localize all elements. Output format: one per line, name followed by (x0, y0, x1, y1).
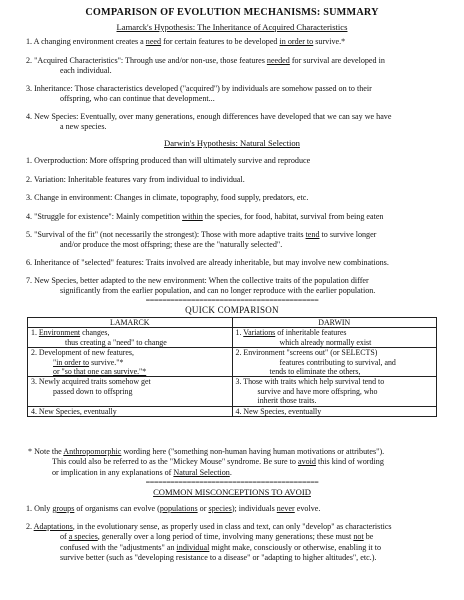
underlined-text: not (353, 532, 364, 542)
text: . (229, 467, 232, 477)
underlined-text: Environment (38, 328, 81, 338)
separator-line: ========================================== (145, 478, 319, 487)
darwin-cell (232, 406, 437, 416)
underlined-text: "in order to (53, 357, 90, 367)
text: which already normally exist (279, 337, 372, 347)
misconceptions-heading: COMMON MISCONCEPTIONS TO AVOID (153, 487, 311, 497)
text: ); individuals (231, 504, 277, 513)
underlined-text: Natural Selection (173, 467, 230, 477)
table-row (28, 328, 437, 348)
text: 4. New Species, eventually (235, 406, 322, 416)
lamarck-cell (28, 328, 233, 348)
darwin-item-4 (26, 212, 383, 222)
anthropomorphic-note (28, 447, 384, 478)
text: inherit those traits. (257, 396, 317, 406)
text: of organisms can evolve ( (74, 504, 160, 513)
text: survive.* (313, 37, 346, 46)
underlined-text: within (182, 212, 203, 221)
text: 3. Inheritance: Those characteristics developed ("acquired") by individuals are somehow passed on to their (26, 84, 372, 93)
underlined-text: species (208, 504, 232, 513)
text: this kind of wording (315, 457, 384, 467)
text: survive and have more offspring, who (257, 386, 378, 396)
underlined-text: never (276, 504, 295, 513)
text: changes, (80, 328, 110, 338)
lamarck-cell (28, 348, 233, 377)
header-lamarck: LAMARCK (28, 318, 233, 328)
table-row (28, 377, 437, 406)
text: evolve. (294, 504, 321, 513)
table-header-row (28, 318, 437, 328)
darwin-item-2: 2. Variation: Inheritable features vary from individual to individual. (26, 175, 245, 184)
text: wording here ("something non-human having human motivations or attributes"). (121, 447, 385, 456)
darwin-heading: Darwin's Hypothesis: Natural Selection (164, 138, 300, 148)
underlined-text: needed (266, 56, 290, 65)
text: a new species. (60, 122, 107, 132)
text: be (363, 532, 374, 542)
table-row (28, 348, 437, 377)
text: the species, for food, habitat, survival from being eaten (202, 212, 384, 221)
underlined-text: or "so that one can survive."* (53, 367, 147, 377)
text: might make, consciously or otherwise, enabling it to (209, 542, 382, 552)
underlined-text: Anthropomorphic (63, 447, 122, 456)
underlined-text: Variations (243, 328, 276, 338)
page-title: COMPARISON OF EVOLUTION MECHANISMS: SUMMARY (85, 7, 379, 18)
text: 4. "Struggle for existence": Mainly competition (26, 212, 183, 221)
text: to survive longer (319, 230, 377, 239)
text: , in the evolutionary sense, as properly used in class and text, can only "develop" as characteristics (72, 522, 392, 531)
text: confused with the "adjustments" an (60, 542, 177, 552)
text: tends to eliminate the others, (269, 367, 361, 377)
text: for survival are developed in (289, 56, 385, 65)
misconception-item-2 (26, 522, 392, 564)
underlined-text: need (145, 37, 162, 46)
header-darwin: DARWIN (232, 318, 437, 328)
lamarck-item-3 (26, 84, 372, 105)
text: offspring, who can continue that development... (60, 94, 215, 104)
text: survive better (such as "developing resistance to a disease" or "adapting to higher altitudes", etc.). (60, 553, 377, 563)
text: , generally over a long period of time, involving many generations; these must (97, 532, 354, 542)
underlined-text: avoid (298, 457, 316, 467)
lamarck-heading: Lamarck's Hypothesis: The Inheritance of Acquired Characteristics (116, 22, 348, 32)
text: 3. Newly acquired traits somehow get (31, 377, 151, 387)
separator-line: ========================================== (145, 296, 319, 305)
text: 3. Those with traits which help survival tend to (235, 377, 385, 387)
lamarck-item-2 (26, 56, 385, 77)
text: 5. "Survival of the fit" (not necessarily the strongest): Those with more adaptive traits (26, 230, 306, 239)
text: 2. "Acquired Characteristics": Through use and/or non-use, those features (26, 56, 267, 65)
lamarck-cell (28, 406, 233, 416)
darwin-cell (232, 348, 437, 377)
text: survive."* (89, 357, 124, 367)
darwin-item-6: 6. Inheritance of "selected" features: Traits involved are already inheritable, but may involve new combinations. (26, 258, 389, 267)
underlined-text: a species (68, 532, 98, 542)
text: 4. New Species: Eventually, over many generations, enough differences have developed that we can say we have (26, 112, 392, 121)
text: or implication in any explanations of (52, 467, 174, 477)
text: and/or produce the most offspring; these are the "naturally selected". (60, 240, 283, 250)
underlined-text: tend (305, 230, 320, 239)
darwin-item-7 (26, 276, 375, 297)
text: * Note the (28, 447, 64, 456)
underlined-text: Adaptations (33, 522, 73, 531)
text: each individual. (60, 66, 112, 76)
text: 1. A changing environment creates a (26, 37, 146, 46)
text: 2. Environment "screens out" (or SELECTS) (235, 348, 378, 358)
comparison-table (27, 317, 437, 417)
text: of inheritable features (275, 328, 347, 338)
underlined-text: groups (52, 504, 75, 513)
misconception-item-1 (26, 504, 320, 514)
table-row (28, 406, 437, 416)
text: features contributing to survival, and (279, 357, 396, 367)
text: 2. (26, 522, 34, 531)
darwin-item-5 (26, 230, 376, 251)
underlined-text: in order to (279, 37, 314, 46)
underlined-text: individual (176, 542, 210, 552)
text: of (60, 532, 69, 542)
text: thus creating a "need" to change (65, 337, 167, 347)
darwin-cell (232, 377, 437, 406)
lamarck-cell (28, 377, 233, 406)
text: This could also be referred to as the "Mickey Mouse" syndrome. Be sure to (52, 457, 298, 467)
text: 4. New Species, eventually (31, 406, 117, 416)
text: or (197, 504, 209, 513)
text: 2. Development of new features, (31, 348, 134, 358)
darwin-item-3: 3. Change in environment: Changes in climate, topography, food supply, predators, etc. (26, 193, 309, 202)
text: passed down to offspring (53, 386, 133, 396)
text: for certain features to be developed (161, 37, 280, 46)
text: 1. (31, 328, 39, 338)
text: significantly from the earlier population, and can no longer reproduce with the earlier population. (60, 286, 376, 296)
text: 1. (235, 328, 244, 338)
darwin-cell (232, 328, 437, 348)
text: 1. Only (26, 504, 53, 513)
lamarck-item-1 (26, 37, 345, 47)
lamarck-item-4 (26, 112, 391, 133)
text: 7. New Species, better adapted to the new environment: When the collective traits of the population differ (26, 276, 369, 285)
underlined-text: populations (159, 504, 198, 513)
quick-comparison-heading: QUICK COMPARISON (185, 305, 279, 315)
darwin-item-1: 1. Overproduction: More offspring produced than will ultimately survive and reproduce (26, 156, 311, 165)
